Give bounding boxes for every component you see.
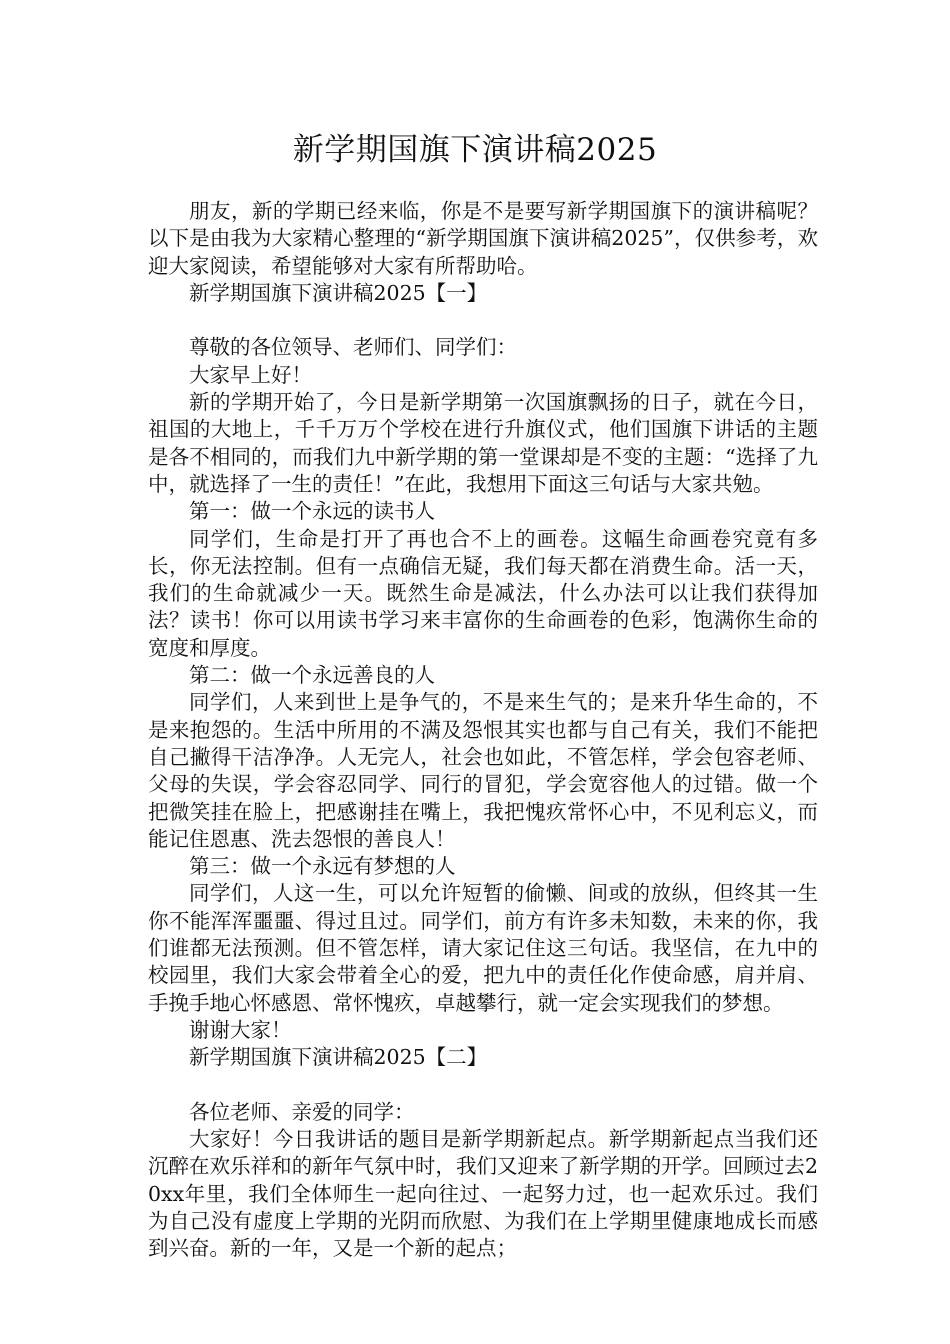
speech1-point-heading: 第三：做一个永远有梦想的人 <box>189 854 456 879</box>
speech1-paragraph: 同学们，人来到世上是争气的，不是来生气的；是来升华生命的，不是来抱怨的。生活中所用的不满及怨恨其实也都与自己有关，我们不能把自己撇得干洁净净。人无完人，社会也如此，不管怎样，学会包容老师、父母的失误，学会容忍同学、同行的冒犯，学会宽容他人的过错。做一个把微笑挂在脸上，把感谢挂在嘴上，我把愧疚常怀心中，不见利忘义，而能记住恩惠、洗去怨恨的善良人！ <box>148 690 818 851</box>
speech1-point-heading: 第一：做一个永远的读书人 <box>189 499 435 524</box>
speech1-thanks: 谢谢大家！ <box>189 1017 292 1042</box>
speech1-heading: 新学期国旗下演讲稿2025【一】 <box>189 280 488 305</box>
speech1-point-heading: 第二：做一个永远善良的人 <box>189 663 435 688</box>
blank-line <box>148 1072 818 1099</box>
speech1-paragraph: 同学们，生命是打开了再也合不上的画卷。这幅生命画卷究竟有多长，你无法控制。但有一点确信无疑，我们每天都在消费生命。活一天，我们的生命就减少一天。既然生命是减法，什么办法可以让我们获得加法？读书！你可以用读书学习来丰富你的生命画卷的色彩，饱满你生命的宽度和厚度。 <box>148 526 818 660</box>
speech1-paragraph: 同学们，人这一生，可以允许短暂的偷懒、间或的放纵，但终其一生你不能浑浑噩噩、得过且过。同学们，前方有许多未知数，未来的你，我们谁都无法预测。但不管怎样，请大家记住这三句话。我坚信，在九中的校园里，我们大家会带着全心的爱，把九中的责任化作使命感，肩并肩、手挽手地心怀感恩、常怀愧疚，卓越攀行，就一定会实现我们的梦想。 <box>148 881 818 1015</box>
speech2-paragraph: 大家好！今日我讲话的题目是新学期新起点。新学期新起点当我们还沉醉在欢乐祥和的新年气氛中时，我们又迎来了新学期的开学。回顾过去20xx年里，我们全体师生一起向往过、一起努力过，也一起欢乐过。我们为自己没有虚度上学期的光阴而欣慰、为我们在上学期里健康地成长而感到兴奋。新的一年，又是一个新的起点； <box>148 1127 818 1261</box>
document-title: 新学期国旗下演讲稿2025 <box>292 132 658 168</box>
speech2-heading: 新学期国旗下演讲稿2025【二】 <box>189 1045 488 1070</box>
speech1-greeting: 大家早上好！ <box>189 362 312 387</box>
blank-line <box>148 307 818 334</box>
speech1-paragraph: 新的学期开始了，今日是新学期第一次国旗飘扬的日子，就在今日，祖国的大地上，千千万万个学校在进行升旗仪式，他们国旗下讲话的主题是各不相同的，而我们九中新学期的第一堂课却是不变的主题：“选择了九中，就选择了一生的责任！”在此，我想用下面这三句话与大家共勉。 <box>148 390 818 496</box>
speech2-salutation: 各位老师、亲爱的同学： <box>189 1099 415 1124</box>
document-body <box>148 198 818 1263</box>
speech1-salutation: 尊敬的各位领导、老师们、同学们： <box>189 335 517 360</box>
intro-paragraph: 朋友，新的学期已经来临，你是不是要写新学期国旗下的演讲稿呢？以下是由我为大家精心整理的“新学期国旗下演讲稿2025”，仅供参考，欢迎大家阅读，希望能够对大家有所帮助哈。 <box>148 199 818 278</box>
